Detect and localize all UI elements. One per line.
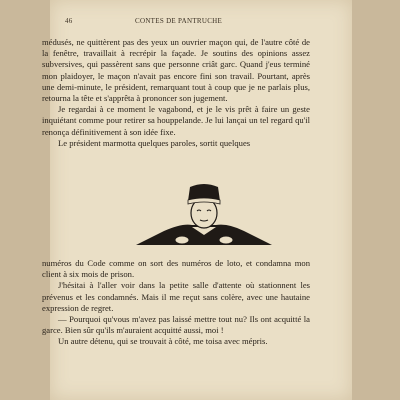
page-number: 46	[65, 17, 73, 25]
paragraph: numéros du Code comme on sort des numéros de loto, et condamna mon client à six mois de prison.	[42, 258, 310, 280]
paragraph: J'hésitai à l'aller voir dans la petite salle d'attente où stationnent les prévenus et les condamnés. Mais il me reçut sans colère, avec une hautaine expression de regret.	[42, 280, 310, 313]
text-block-upper	[42, 37, 310, 149]
paragraph: Un autre détenu, qui se trouvait à côté, me toisa avec mépris.	[58, 336, 268, 347]
paragraph: Je regardai à ce moment le vagabond, et je le vis prêt à faire un geste inquiétant comme pour retirer sa houppelande. Je lui lançai un tel regard qu'il renonça définitivement à son idée fixe.	[42, 104, 310, 137]
paragraph: médusés, ne quittèrent pas des yeux un ouvrier maçon qui, de l'autre côté de la fenêtre, travaillait à recrépir la façade. Je soutins des opinions assez subversives, qui passèrent sans que personne criât garc. Quand j'eus terminé mon plaidoyer, le maçon n'avait pas encore fini son travail. Pourtant, après une demi-minute, le président, remarquant tout à coup que je ne parlais plus, retourna la tête et s'apprêta à prononcer son jugement.	[42, 37, 310, 104]
paragraph: — Pourquoi qu'vous m'avez pas laissé mettre tout nu? Ils ont acquitté la garce. Bien sûr qu'ils m'auraient acquitté aussi, moi !	[42, 314, 310, 336]
running-title: CONTES DE PANTRUCHE	[135, 17, 223, 25]
paragraph: Le président marmotta quelques paroles, sortit quelques	[58, 137, 251, 148]
text-block-lower	[42, 258, 310, 348]
judge-illustration	[134, 183, 274, 248]
